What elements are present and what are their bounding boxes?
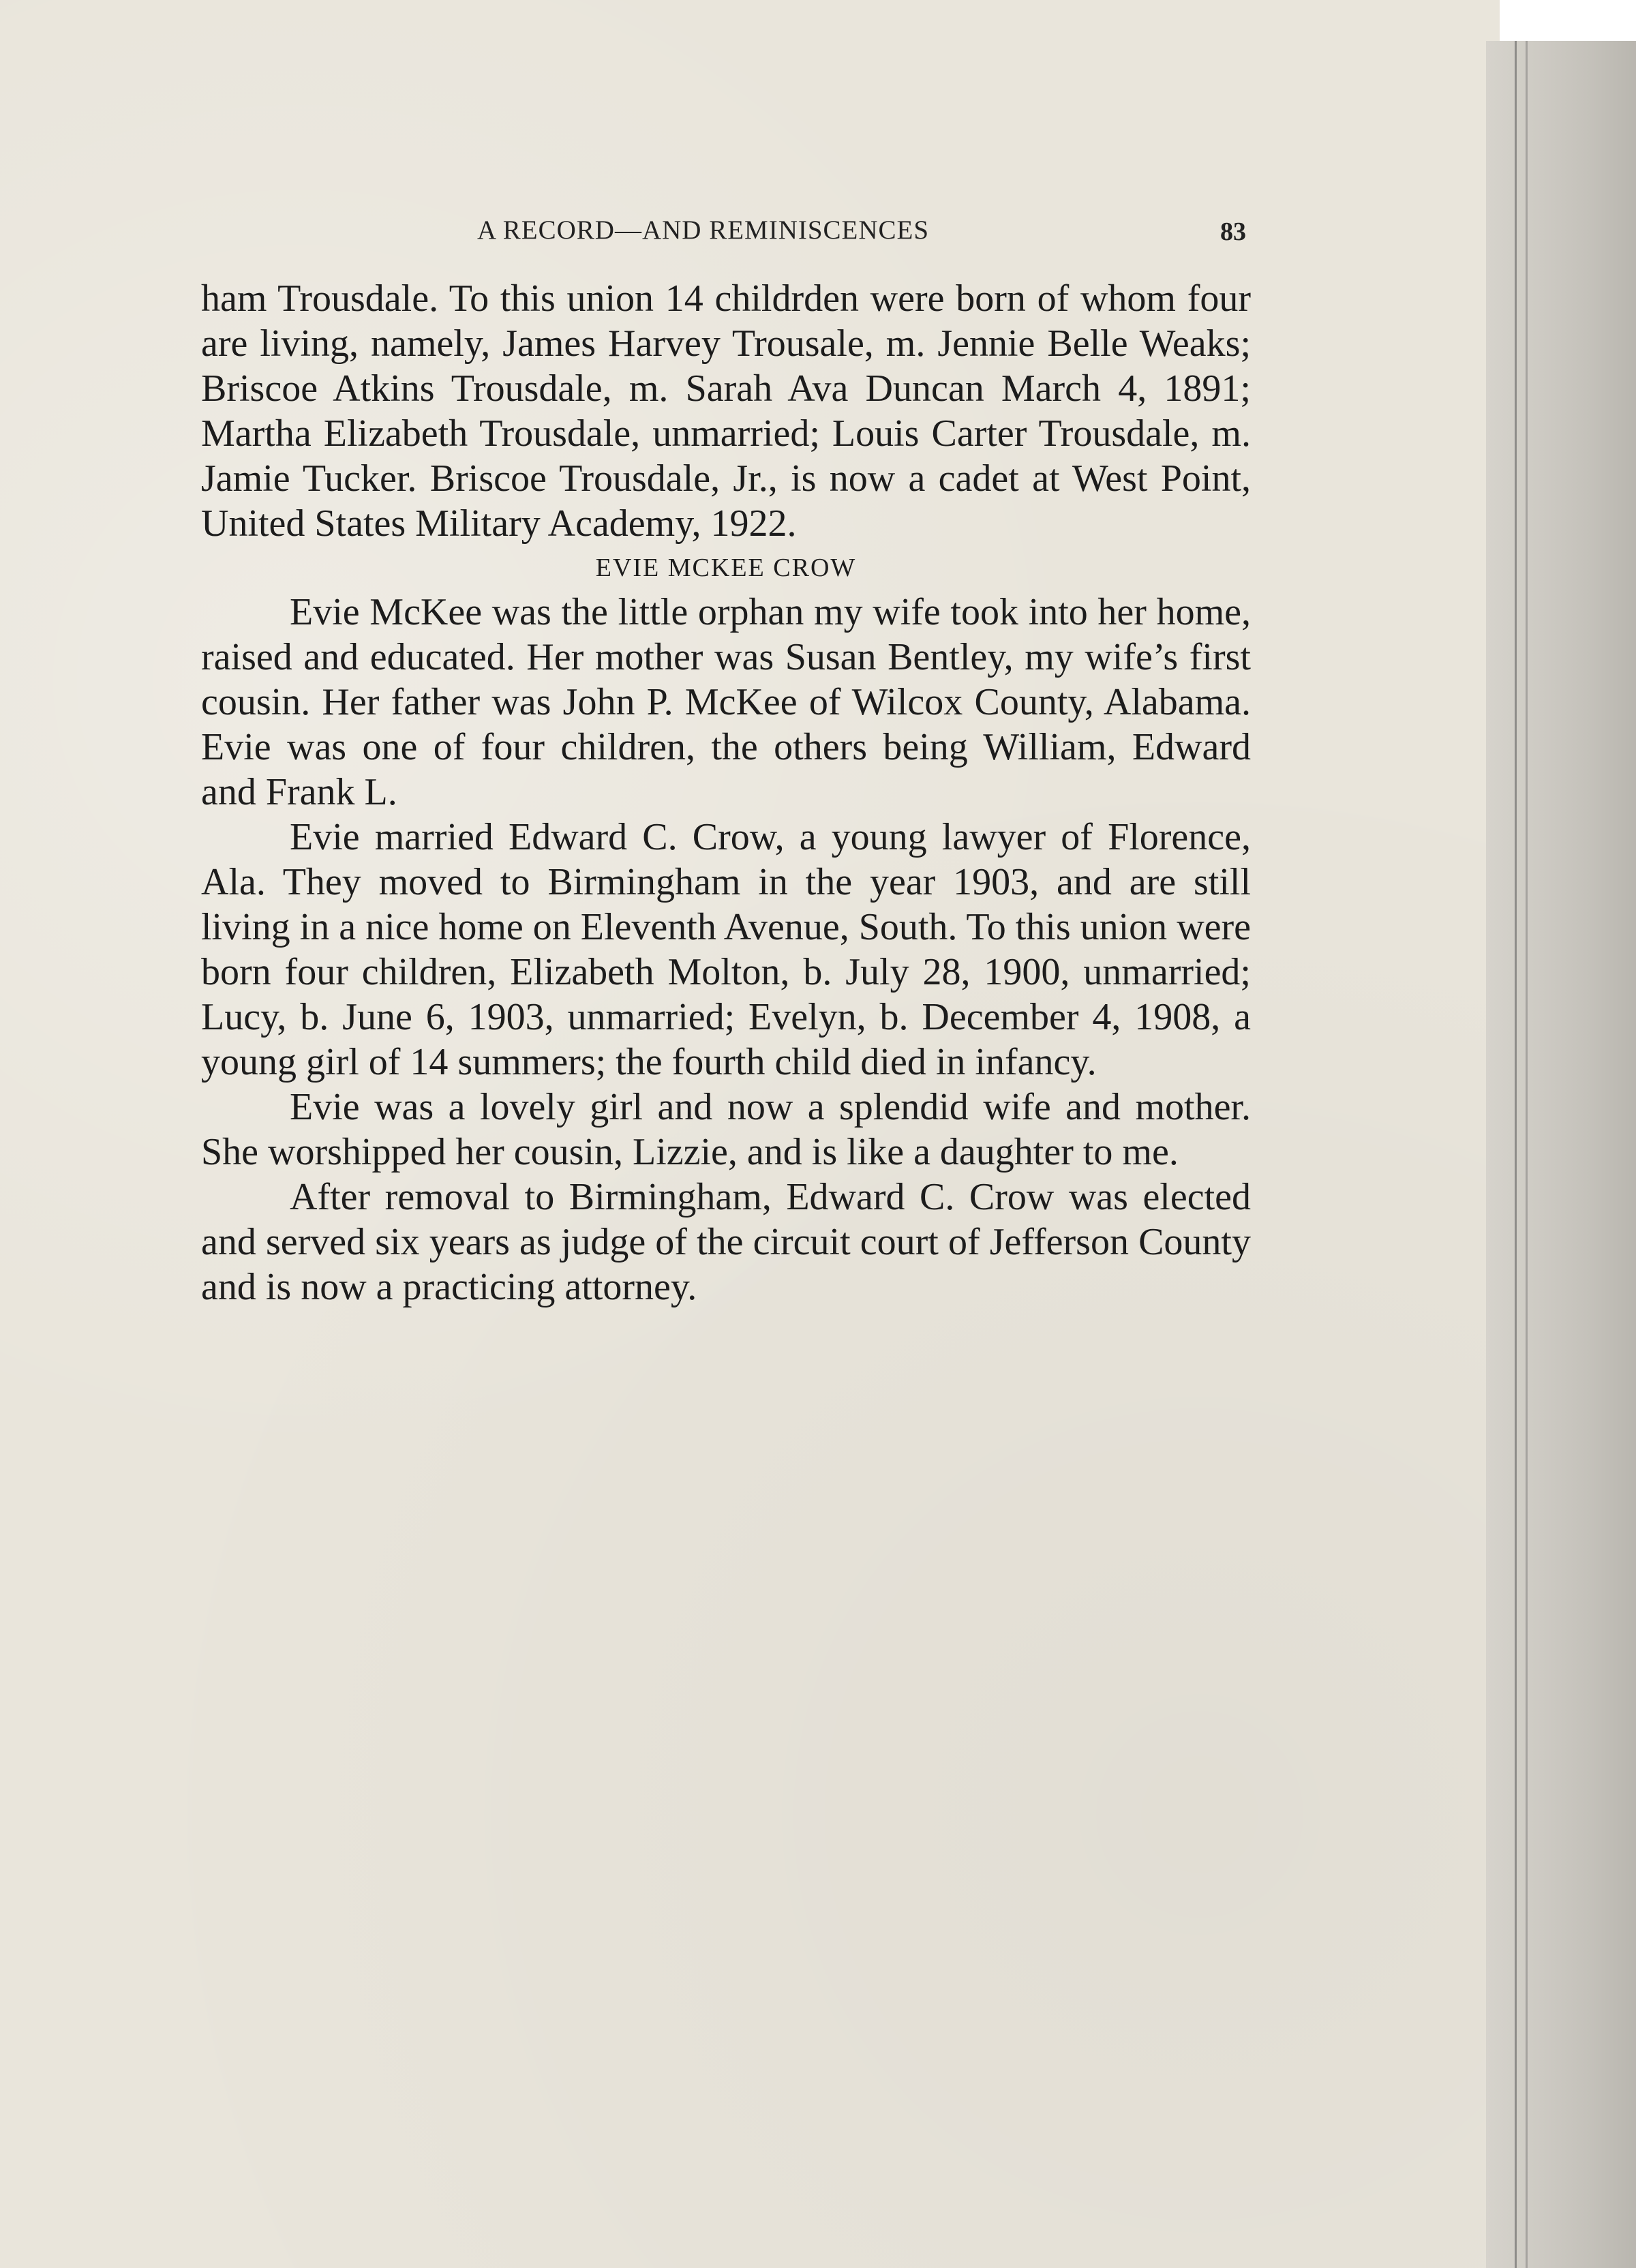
gutter-edge-line [1515, 41, 1517, 2268]
running-head: A RECORD—AND REMINISCENCES [477, 215, 930, 245]
paragraph: Evie was a lovely girl and now a splendid wife and mother. She worshipped her cousin, Lizzie, and is like a daughter to me. [201, 1086, 1251, 1173]
page-number: 83 [1220, 217, 1246, 246]
section-heading: EVIE MCKEE CROW [595, 554, 857, 582]
gutter-edge-line [1526, 41, 1528, 2268]
paragraph: Evie McKee was the little orphan my wife took into her home, raised and educated. Her mother was Susan Bentley, my wife’s first cousin. Her father was John P. McKee of Wilcox County, Alabama. Evie was one of four children, the others being William, Edward and Frank L. [201, 591, 1251, 813]
paragraph-continuation: ham Trousdale. To this union 14 childrden were born of whom four are living, namely, James Harvey Trousale, m. Jennie Belle Weaks; Briscoe Atkins Trousdale, m. Sarah Ava Duncan March 4, 1891; Martha Elizabeth Trousdale, unmarried; Louis Carter Trousdale, m. Jamie Tucker. Briscoe Trousdale, Jr., is now a cadet at West Point, United States Military Academy, 1922. [201, 277, 1251, 545]
paragraph: After removal to Birmingham, Edward C. Crow was elected and served six years as judge of the circuit court of Jefferson County and is now a practicing attorney. [201, 1176, 1251, 1308]
body-text [201, 276, 1251, 1310]
paragraph: Evie married Edward C. Crow, a young lawyer of Florence, Ala. They moved to Birmingham in the year 1903, and are still living in a nice home on Eleventh Avenue, South. To this union were born four children, Elizabeth Molton, b. July 28, 1900, unmarried; Lucy, b. June 6, 1903, unmarried; Evelyn, b. December 4, 1908, a young girl of 14 summers; the fourth child died in infancy. [201, 816, 1251, 1083]
book-gutter [1486, 41, 1636, 2268]
